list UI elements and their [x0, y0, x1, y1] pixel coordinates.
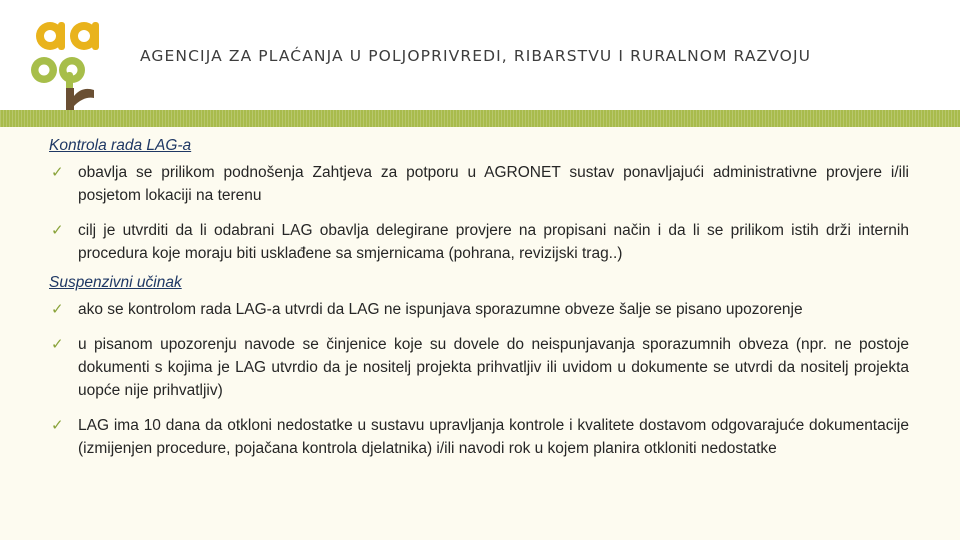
section-heading-kontrola: Kontrola rada LAG-a	[49, 137, 192, 154]
list-item	[49, 298, 909, 321]
checkmark-icon: ✓	[51, 301, 64, 318]
section-heading-suspenzivni: Suspenzivni učinak	[49, 274, 182, 291]
list-item-text: LAG ima 10 dana da otkloni nedostatke u sustavu upravljanja kontrole i kvalitete dostavom odgovarajuće dokumentacije (izmijenjen procedure, pojačana kontrola djelatnika) i/ili navodi rok u kojem planira otkloniti nedostatke	[78, 417, 909, 457]
checkmark-icon: ✓	[51, 222, 64, 239]
header-divider-bar	[0, 110, 960, 127]
list-item-text: obavlja se prilikom podnošenja Zahtjeva za potporu u AGRONET sustav ponavljajući administrativne provjere i/ili posjetom lokaciji na terenu	[78, 164, 909, 204]
header	[0, 0, 960, 110]
checkmark-icon: ✓	[51, 164, 64, 181]
checkmark-icon: ✓	[51, 417, 64, 434]
list-item	[49, 333, 909, 402]
list-item	[49, 414, 909, 460]
list-item-text: u pisanom upozorenju navode se činjenice koje su dovele do neispunjavanja sporazumnih obveza (npr. ne postoje dokumenti s kojima je LAG utvrdio da je nositelj projekta prihvatljiv ili uvidom u dokumente se utvrdi da nositelj projekta uopće nije prihvatljiv)	[78, 336, 909, 399]
list-item	[49, 219, 909, 265]
checklist-suspenzivni	[49, 298, 909, 460]
checkmark-icon: ✓	[51, 336, 64, 353]
apprrr-logo-icon	[22, 14, 112, 114]
agency-title: AGENCIJA ZA PLAĆANJA U POLJOPRIVREDI, RIBARSTVU I RURALNOM RAZVOJU	[140, 47, 812, 65]
list-item-text: cilj je utvrditi da li odabrani LAG obavlja delegirane provjere na propisani način i da li se prilikom istih drži internih procedura koje moraju biti usklađene sa smjernicama (pohrana, revizijski trag..)	[78, 222, 909, 262]
list-item	[49, 161, 909, 207]
slide-content	[49, 136, 909, 460]
checklist-kontrola	[49, 161, 909, 265]
list-item-text: ako se kontrolom rada LAG-a utvrdi da LAG ne ispunjava sporazumne obveze šalje se pisano upozorenje	[78, 301, 803, 318]
